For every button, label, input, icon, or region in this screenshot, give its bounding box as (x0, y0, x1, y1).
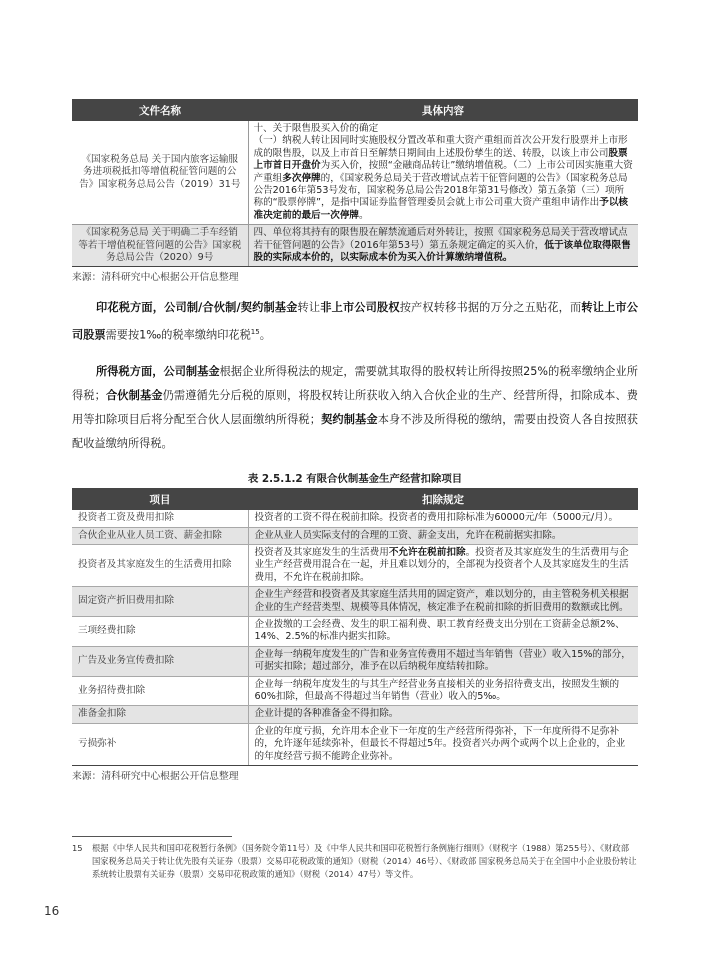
rule-cell (248, 646, 638, 676)
column-header-content: 具体内容 (248, 99, 638, 121)
footnote-number: 15 (72, 843, 83, 853)
paragraph-text: 仍需遵循先分后税的原则，将股权转让所获收入纳入合伙企业的生产、经营所得，扣除成本、费用等扣除项目后将分配至合伙人层面缴纳所得税； (72, 389, 638, 427)
paragraph-text: 。 (259, 329, 271, 343)
column-header-item: 项目 (72, 488, 248, 510)
item-cell: 准备金扣除 (72, 706, 248, 723)
table-header-row (72, 488, 638, 510)
rule-cell (248, 723, 638, 765)
rule-text: 企业从业人员实际支付的合理的工资、薪金支出，允许在税前据实扣除。 (254, 529, 562, 541)
rule-text: 企业计提的各种准备金不得扣除。 (254, 708, 399, 720)
table-row (72, 676, 638, 706)
item-cell: 投资者及其家庭发生的生活费用扣除 (72, 545, 248, 587)
table-source-note: 来源：清科研究中心根据公开信息整理 (72, 771, 239, 783)
content-text: （一）纳税人转让因同时实施股权分置改革和重大资产重组而首次公开发行股票并上市形成的限售股，以及上市首日至解禁日期间由上述股份孳生的送、转股，以该上市公司 (253, 135, 628, 159)
rule-cell (248, 617, 638, 647)
table-row (72, 617, 638, 647)
item-cell: 固定资产折旧费用扣除 (72, 587, 248, 617)
file-name-cell: 《国家税务总局 关于国内旅客运输服务进项税抵扣等增值税征管问题的公告》国家税务总局公告（2019）31号 (72, 121, 248, 225)
column-header-rule: 扣除规定 (248, 488, 638, 510)
deduction-items-table (72, 488, 638, 766)
content-bold-text: 予以核准决定前的最后一次停牌 (253, 197, 629, 221)
content-bold-text: 低于该单位取得限售股的实际成本价的，以实际成本价为买入价计算缴纳增值税。 (253, 239, 631, 264)
footnote-text: 根据《中华人民共和国印花税暂行条例》（国务院令第11号）及《中华人民共和国印花税暂行条例施行细则》（财税字（1988）第255号）、《财政部 国家税务总局关于转让优先股有关证券（股票）交易印花税政策的通知》（财税（2014）46号）、《财政部 国家税务总局关于在全国中小企业股份转让系统转让股票有关证券（股票）交易印花税政策的通知》（财税（2014）47号）等文件。 (92, 843, 637, 879)
rule-bold-text: 不允许在税前扣除 (388, 547, 466, 559)
table-row (72, 545, 638, 587)
paragraph-bold-text: 非上市公司股权 (320, 301, 400, 315)
paragraph-text: 转让 (297, 301, 321, 315)
table-source-note: 来源：清科研究中心根据公开信息整理 (72, 272, 239, 284)
footnote-reference[interactable]: 15 (250, 328, 260, 337)
paragraph-bold-text: 转让上市公司股票 (72, 301, 638, 343)
content-bold-text: 股票上市首日开盘价 (253, 147, 628, 172)
paragraph-bold-text: 合伙制基金 (105, 389, 163, 403)
rule-text: 企业每一纳税年度发生的与其生产经营业务直接相关的业务招待费支出，按照发生额的60%扣除，但最高不得超过当年销售（营业）收入的5‰。 (254, 678, 620, 703)
page-number: 16 (44, 904, 60, 918)
table-row (72, 527, 638, 544)
content-cell (248, 121, 638, 225)
rule-text: 企业拨缴的工会经费、发生的职工福利费、职工教育经费支出分别在工资薪金总额2%、14%、2.5%的标准内据实扣除。 (254, 619, 625, 643)
table-row (72, 510, 638, 527)
paragraph-bold-text: 契约制基金 (320, 413, 378, 427)
paragraph-text: 需要按1‰的税率缴纳印花税 (105, 329, 251, 343)
footnote (72, 842, 638, 881)
stamp-tax-paragraph (72, 296, 638, 348)
item-cell: 投资者工资及费用扣除 (72, 510, 248, 527)
rule-text: 投资者及其家庭发生的生活费用 (254, 547, 389, 559)
content-cell (248, 225, 638, 267)
table-caption: 表 2.5.1.2 有限合伙制基金生产经营扣除项目 (247, 473, 463, 486)
tax-documents-table (72, 99, 638, 267)
paragraph-text: 按产权转移书据的万分之五贴花，而 (399, 301, 582, 315)
item-cell: 广告及业务宣传费扣除 (72, 646, 248, 676)
item-cell: 亏损弥补 (72, 723, 248, 765)
content-bold-text: 多次停牌 (282, 172, 321, 184)
content-text: 。 (359, 209, 369, 221)
rule-text: 企业每一纳税年度发生的广告和业务宣传费用不超过当年销售（营业）收入15%的部分，可据实扣除；超过部分，准予在以后纳税年度结转扣除。 (254, 648, 631, 673)
footnote-divider (72, 836, 232, 837)
file-name-cell: 《国家税务总局 关于明确二手车经销等若干增值税征管问题的公告》国家税务总局公告（2020）9号 (72, 225, 248, 267)
page-content (72, 99, 638, 783)
table-row (72, 723, 638, 765)
rule-text: 。投资者及其家庭发生的生活费用与企业生产经营费用混合在一起，并且难以划分的，全部视为投资者个人及其家庭发生的生活费用，不允许在税前扣除。 (254, 547, 629, 583)
column-header-file-name: 文件名称 (72, 99, 248, 121)
paragraph-bold-text: 公司制基金 (163, 365, 220, 379)
income-tax-paragraph (72, 360, 638, 456)
paragraph-bold-text: 所得税方面， (96, 365, 164, 379)
rule-text: 投资者的工资不得在税前扣除。投资者的费用扣除标准为60000元/年（5000元/月）。 (254, 512, 619, 524)
rule-cell (248, 545, 638, 587)
item-cell: 合伙企业从业人员工资、薪金扣除 (72, 527, 248, 544)
content-heading: 十、关于限售股买入价的确定 (253, 123, 379, 134)
paragraph-bold-text: 公司制/合伙制/契约制基金 (164, 301, 298, 315)
content-text: 的，《国家税务总局关于营改增试点若干征管问题的公告》（国家税务总局公告2016年第53号发布，国家税务总局公告2018年第31号修改）第五条第（三）项所称的“股票停牌”，是指中国证券监督管理委员会就上市公司重大资产重组申请作出 (253, 172, 628, 209)
table-row (72, 121, 638, 225)
rule-text: 企业生产经营和投资者及其家庭生活共用的固定资产，难以划分的，由主管税务机关根据企业的生产经营类型、规模等具体情况，核定准予在税前扣除的折旧费用的数额或比例。 (254, 589, 629, 613)
paragraph-text: 本身不涉及所得税的缴纳，需要由投资人各自按照获配收益缴纳所得税。 (72, 413, 638, 451)
rule-text: 企业的年度亏损，允许用本企业下一年度的生产经营所得弥补，下一年度所得不足弥补的，允许逐年延续弥补，但最长不得超过5年。投资者兴办两个或两个以上企业的，企业的年度经营亏损不能跨企业弥补。 (254, 725, 626, 762)
rule-cell (248, 527, 638, 544)
content-text: 为买入价，按照“金融商品转让”缴纳增值税。（二）上市公司因实施重大资产重组 (253, 160, 633, 184)
table-row (72, 587, 638, 617)
paragraph-bold-text: 印花税方面， (96, 301, 165, 315)
rule-cell (248, 587, 638, 617)
paragraph-text: 根据企业所得税法的规定，需要就其取得的股权转让所得按照25%的税率缴纳企业所得税； (72, 365, 638, 403)
content-text: 四、单位将其持有的限售股在解禁流通后对外转让，按照《国家税务总局关于营改增试点若干征管问题的公告》（2016年第53号）第五条规定确定的买入价， (253, 227, 628, 251)
item-cell: 三项经费扣除 (72, 617, 248, 647)
table-row (72, 706, 638, 723)
rule-cell (248, 676, 638, 706)
item-cell: 业务招待费扣除 (72, 676, 248, 706)
rule-cell (248, 510, 638, 527)
table-header-row (72, 99, 638, 121)
rule-cell (248, 706, 638, 723)
table-row (72, 646, 638, 676)
table-row (72, 225, 638, 267)
